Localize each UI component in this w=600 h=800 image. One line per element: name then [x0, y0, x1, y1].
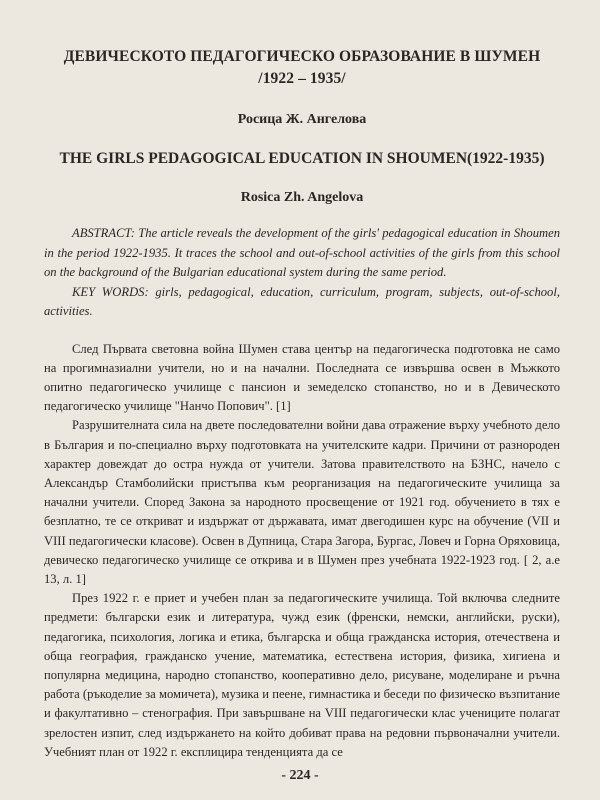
abstract-section [44, 224, 560, 322]
body-text [44, 340, 560, 762]
abstract-text: ABSTRACT: The article reveals the development of the girls' pedagogical education in Shoumen in the period 1922-1935. It traces the school and out-of-school activities of the girls from this school on the background of the Bulgarian educational system during the same period. [44, 226, 560, 279]
author-name-bulgarian: Росица Ж. Ангелова [237, 112, 367, 127]
article-title-bulgarian [44, 46, 560, 90]
title-bg-line2: /1922 – 1935/ [258, 70, 346, 87]
body-paragraph: През 1922 г. е приет и учебен план за педагогическите училища. Той включва следните предмети: български език и литература, чужд език (френски, немски, английски, руски), педагогика, психология, логика и етика, българска и обща гражданска история, отечествена и обща география, гражданско учение, математика, естествена история, физика, хигиена и популярна медицина, народно стопанство, кооперативно дело, рисуване, моделиране и ръчна работа (ръкоделие за момичета), музика и пеене, гимнастика и беседи по физическо възпитание и факултативно – стенография. При завършване на VIII педагогически клас учениците полагат зрелостен изпит, след издържането на който добиват права на редовни първоначални учители. Учебният план от 1922 г. експлицира тенденцията да се [44, 591, 560, 759]
author-name-english: Rosica Zh. Angelova [240, 190, 364, 205]
title-bg-line1: ДЕВИЧЕСКОТО ПЕДАГОГИЧЕСКО ОБРАЗОВАНИЕ В ШУМЕН [63, 48, 541, 65]
keywords-text: KEY WORDS: girls, pedagogical, education, curriculum, program, subjects, out-of-school, activities. [44, 284, 560, 318]
article-title-english: THE GIRLS PEDAGOGICAL EDUCATION IN SHOUMEN(1922-1935) [59, 150, 545, 167]
body-paragraph: Разрушителната сила на двете последователни войни дава отражение върху учебното дело в България и по-специално върху подготовката на учителските кадри. Причини от разнороден характер довеждат до остра нужда от учители. Затова правителството на БЗНС, начело с Александър Стамболийски пристъпва към реорганизация на педагогическите училища за начални учители. Според Закона за народното просвещение от 1921 год. обучението в тях е безплатно, те се откриват и издържат от държавата, имат двегодишен курс на обучение (VII и VIII педагогически класове). Освен в Дупница, Стара Загора, Бургас, Ловеч и Горна Оряховица, девическо педагогическо училище се открива и в Шумен през учебната 1922-1923 год. [ 2, а.е 13, л. 1] [44, 418, 560, 586]
page-number: - 224 - [281, 768, 319, 783]
body-paragraph: След Първата световна война Шумен става център на педагогическа подготовка не само на прогимназиални учители, но и на начални. Последната се извършва освен в Мъжкото опитно педагогическо училище с пансион и земеделско стопанство, но и в Девическото педагогическо училище "Нанчо Попович". [1] [44, 341, 560, 414]
